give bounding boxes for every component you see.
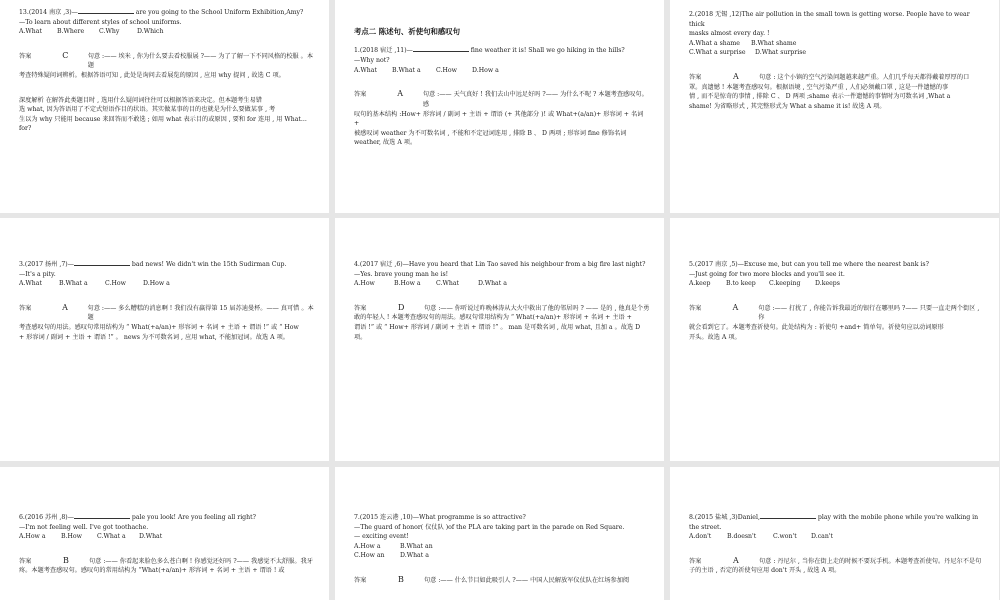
answer-row bbox=[689, 557, 985, 567]
question-reply: — exciting event! bbox=[354, 533, 409, 541]
option-b: B.doesn't bbox=[727, 533, 757, 541]
question-card-3 bbox=[0, 218, 329, 461]
option-d: D.keeps bbox=[815, 280, 840, 288]
option-a: A.What bbox=[354, 66, 377, 74]
question-card-2 bbox=[670, 0, 999, 213]
answer-label: 答案 bbox=[354, 91, 367, 99]
option-b: B.How bbox=[61, 533, 82, 541]
options bbox=[689, 39, 985, 49]
answer-letter: A bbox=[733, 555, 739, 565]
option-c: C.How an bbox=[354, 552, 385, 560]
question-reply: —The guard of honor( 仪仗队 )of the PLA are taking part in the parade on Red Square. bbox=[354, 523, 625, 531]
answer-label: 答案 bbox=[354, 577, 367, 585]
answer-letter: B bbox=[398, 575, 404, 585]
option-d: D.can't bbox=[811, 533, 834, 541]
option-c: C.Why bbox=[99, 28, 120, 36]
option-c: C.won't bbox=[773, 533, 797, 541]
answer-row bbox=[354, 304, 650, 314]
answer-label: 答案 bbox=[689, 557, 702, 565]
option-c: C.How bbox=[105, 280, 126, 288]
option-a: A.How a bbox=[354, 542, 381, 550]
option-a: A.What a shame bbox=[689, 39, 740, 47]
section-heading: 考点二 陈述句、祈使句和感叹句 bbox=[354, 27, 461, 36]
answer-row bbox=[19, 304, 315, 323]
explanation-line: 句意 :—— 什么节目如此吸引人 ?—— 中国人民解放军仪仗队在红场参加阅 bbox=[424, 577, 630, 585]
answer-row bbox=[689, 73, 985, 83]
explanation-line: 句意 :—— 你看起来脸色多么苍白啊 ! 你感觉还好吗 ?—— 我感觉不太舒服。我牙 bbox=[89, 557, 313, 565]
explanation-line: 句意 : 丹尼尔 , 当你在街上走的时候不要玩手机。本题考查祈使句。丹尼尔不是句 bbox=[759, 557, 982, 565]
answer-letter: B bbox=[63, 555, 69, 565]
question-text-cont: masks almost every day. ! bbox=[689, 30, 770, 38]
question-text: 6.(2016 苏州 ,8)— pale you look! Are you feeling all right? bbox=[19, 514, 256, 521]
explanation-line: 句意 :—— 打扰了 , 你能告诉我最近的银行在哪里吗 ?—— 只要一直走两个街区 , 你 bbox=[758, 304, 980, 322]
option-c: C.keeping bbox=[769, 280, 801, 288]
analysis-line: for? bbox=[19, 125, 32, 133]
explanation-line: 句意 :—— 多么糟糕的消息啊 ! 我们没有赢得第 15 届苏迪曼杯。—— 真可惜 。本题 bbox=[87, 304, 314, 322]
option-b: B.What shame bbox=[751, 39, 797, 47]
answer-row bbox=[689, 304, 985, 323]
explanation-line: shame! 为省略形式 , 其完整形式为 What a shame it is! 故选 A 项。 bbox=[689, 102, 886, 110]
explanation-line: 敢的年轻人 ! 本题考查感叹句的用法。感叹句常用结构为 “ What(+a/an)+ 形容词 + 名词 + 主语 + bbox=[354, 314, 632, 322]
explanation-line: 罩。真遗憾 ! 本题考查感叹句。根据语境 , 空气污染严重 , 人们必须戴口罩 , 这是一件遗憾的事 bbox=[689, 83, 949, 91]
option-b: B.to keep bbox=[726, 280, 756, 288]
option-a: A.keep bbox=[689, 280, 711, 288]
options bbox=[19, 27, 315, 37]
answer-label: 答案 bbox=[19, 557, 32, 565]
question-reply: —To learn about different styles of school uniforms. bbox=[19, 18, 182, 26]
question-card-6 bbox=[0, 467, 329, 600]
option-d: D.Which bbox=[137, 28, 164, 36]
question-card-7 bbox=[335, 467, 664, 600]
option-d: D.How a bbox=[472, 66, 499, 74]
answer-row bbox=[19, 52, 315, 71]
explanation-line: 就会看到它了。本题考查祈使句。此处结构为 : 祈使句 +and+ 简单句。祈使句应以动词原形 bbox=[689, 324, 944, 332]
answer-label: 答案 bbox=[689, 304, 702, 312]
options bbox=[19, 279, 315, 289]
option-d: D.What surprise bbox=[755, 49, 807, 57]
options bbox=[689, 279, 985, 289]
option-a: A.What bbox=[19, 28, 42, 36]
option-b: B.What an bbox=[400, 542, 433, 550]
answer-letter: D bbox=[398, 302, 405, 312]
options bbox=[689, 532, 985, 542]
answer-letter: A bbox=[397, 89, 404, 99]
question-reply: —I'm not feeling well. I've got toothache. bbox=[19, 523, 149, 531]
answer-label: 答案 bbox=[689, 74, 702, 82]
explanation-line: 句意 :—— 埃米 , 你为什么要去看校服展 ?—— 为了了解一下不同风格的校服 。本题 bbox=[87, 52, 314, 70]
explanation-line: weather, 故选 A 项。 bbox=[354, 139, 417, 147]
options bbox=[354, 542, 650, 552]
question-reply: —It's a pity. bbox=[19, 270, 56, 278]
explanation-line: 疼。本题考查感叹句。感叹句的常用结构为 “What(+a/an)+ 形容词 + 名词 + 主语 + 谓语 ! 或 bbox=[19, 567, 285, 575]
explanation-line: 项。 bbox=[354, 333, 367, 341]
option-a: A.What bbox=[19, 280, 42, 288]
question-reply: —Yes. brave young man he is! bbox=[354, 270, 449, 278]
explanation-line: 子的主语 , 否定的祈使句应用 don't 开头 , 故选 A 项。 bbox=[689, 567, 841, 575]
options bbox=[19, 532, 315, 542]
options bbox=[354, 279, 650, 289]
answer-letter: A bbox=[732, 302, 739, 312]
answer-label: 答案 bbox=[19, 52, 32, 60]
answer-label: 答案 bbox=[19, 304, 32, 312]
option-d: D.What a bbox=[400, 552, 429, 560]
question-text: 7.(2015 连云港 ,10)—What programme is so attractive? bbox=[354, 514, 526, 521]
explanation-line: 开头。故选 A 项。 bbox=[689, 333, 741, 341]
option-c: C.What bbox=[436, 280, 460, 288]
option-d: D.What a bbox=[478, 280, 507, 288]
explanation-line: 考查感叹句的用法。感叹句常用结构为 “ What(+a/an)+ 形容词 + 名词 + 主语 + 谓语 !” 或 “ How bbox=[19, 324, 299, 332]
question-text: 5.(2017 南京 ,5)—Excuse me, but can you tell me where the nearest bank is? bbox=[689, 261, 929, 268]
question-card-13 bbox=[0, 0, 329, 213]
explanation-line: 句意 : 这个小镇的空气污染问题越来越严重。人们几乎每天都得戴着厚厚的口 bbox=[759, 74, 970, 82]
question-text: 13.(2014 南京 ,3)— are you going to the School Uniform Exhibition,Amy? bbox=[19, 9, 304, 16]
question-card-5 bbox=[670, 218, 999, 461]
question-card-8 bbox=[670, 467, 999, 600]
option-a: A.How bbox=[354, 280, 375, 288]
question-text: 1.(2018 宿迁 ,11)— fine weather it is! Shall we go hiking in the hills? bbox=[354, 47, 625, 55]
answer-letter: C bbox=[62, 50, 69, 60]
explanation-line: 情 , 而不是惊奇的事情 , 排除 C 、 D 两项 ;shame 表示一件遗憾的事情时为可数名词 ,What a bbox=[689, 93, 951, 101]
question-card-1 bbox=[335, 0, 664, 213]
explanation-line: 句意 :—— 天气真好 ! 我们去山中远足好吗 ?—— 为什么不呢 ? 本题考查感叹句。感 bbox=[422, 91, 648, 108]
option-d: D.What bbox=[139, 533, 163, 541]
analysis-line: 深度解析 在解答此类题目时 , 选用什么疑问词往往可以根据答语来决定。但本题考生易错 bbox=[19, 96, 262, 104]
answer-label: 答案 bbox=[354, 304, 367, 312]
option-b: B.What a bbox=[59, 280, 88, 288]
explanation-line: 叹句的基本结构 :How+ 形容词 / 副词 + 主语 + 谓语 (+ 其他部分 )! 或 What+(a/an)+ 形容词 + 名词 bbox=[354, 110, 644, 118]
answer-row bbox=[19, 557, 315, 567]
question-text: 4.(2017 宿迁 ,6)—Have you heard that Lin Tao saved his neighbour from a big fire last night? bbox=[354, 261, 646, 268]
answer-row bbox=[354, 576, 650, 586]
explanation-line: 句意 :—— 你听说过昨晚林涛从大火中救出了他的邻居吗 ? —— 是的 , 他真是个勇 bbox=[424, 304, 650, 312]
option-b: B.What a bbox=[392, 66, 421, 74]
explanation-line: 谓语 !” 或 “ How+ 形容词 / 副词 + 主语 + 谓语 !” 。 man 是可数名词 , 故用 what, 且加 a 。故选 D bbox=[354, 324, 641, 332]
question-card-4 bbox=[335, 218, 664, 461]
options bbox=[354, 551, 650, 561]
answer-letter: A bbox=[62, 302, 68, 312]
options bbox=[689, 48, 985, 58]
explanation-line: 被感叹词 weather 为不可数名词 , 不能和不定冠词连用 , 排除 B 、 D 两项 ; 形容词 fine 修饰名词 bbox=[354, 129, 627, 137]
explanation-line: + 形容词 / 副词 + 主语 + 谓语 !” 。 news 为不可数名词 , 应用 what, 不能加冠词。故选 A 项。 bbox=[19, 333, 289, 341]
analysis-line: 选 what, 因为答语用了不定式短语作目的状语。其实做某事的目的也就是为什么要做某事 , 考 bbox=[19, 106, 276, 114]
option-c: C.What a surprise bbox=[689, 49, 746, 57]
option-d: D.How a bbox=[143, 280, 170, 288]
analysis-line: 生以为 why 只能用 because 来回答而不敢选 ; 如用 what 表示目的或原因 , 要和 for 连用 , 用 What... bbox=[19, 115, 307, 123]
answer-row bbox=[354, 90, 650, 109]
option-b: B.How a bbox=[394, 280, 421, 288]
option-a: A.How a bbox=[19, 533, 46, 541]
question-text: 3.(2017 扬州 ,7)— bad news! We didn't win the 15th Sudirman Cup. bbox=[19, 261, 287, 268]
answer-letter: A bbox=[733, 72, 739, 82]
explanation-line: 考查特殊疑问词辨析。根据答语可知 , 此处是询问去看展览的原因 , 应用 why 提问 , 故选 C 项。 bbox=[19, 72, 285, 80]
option-c: C.How bbox=[436, 66, 457, 74]
question-text: 8.(2015 盐城 ,3)Daniel, play with the mobile phone while you're walking in the street. bbox=[689, 514, 979, 531]
question-text: 2.(2018 无锡 ,12)The air pollution in the small town is getting worse. People have to wear thick bbox=[689, 11, 970, 28]
question-reply: —Just going for two more blocks and you'll see it. bbox=[689, 270, 845, 278]
explanation-line: + bbox=[354, 120, 360, 128]
options bbox=[354, 66, 650, 76]
option-c: C.What a bbox=[97, 533, 126, 541]
question-reply: —Why not? bbox=[354, 57, 390, 65]
option-a: A.don't bbox=[689, 533, 712, 541]
option-b: B.Where bbox=[57, 28, 85, 36]
